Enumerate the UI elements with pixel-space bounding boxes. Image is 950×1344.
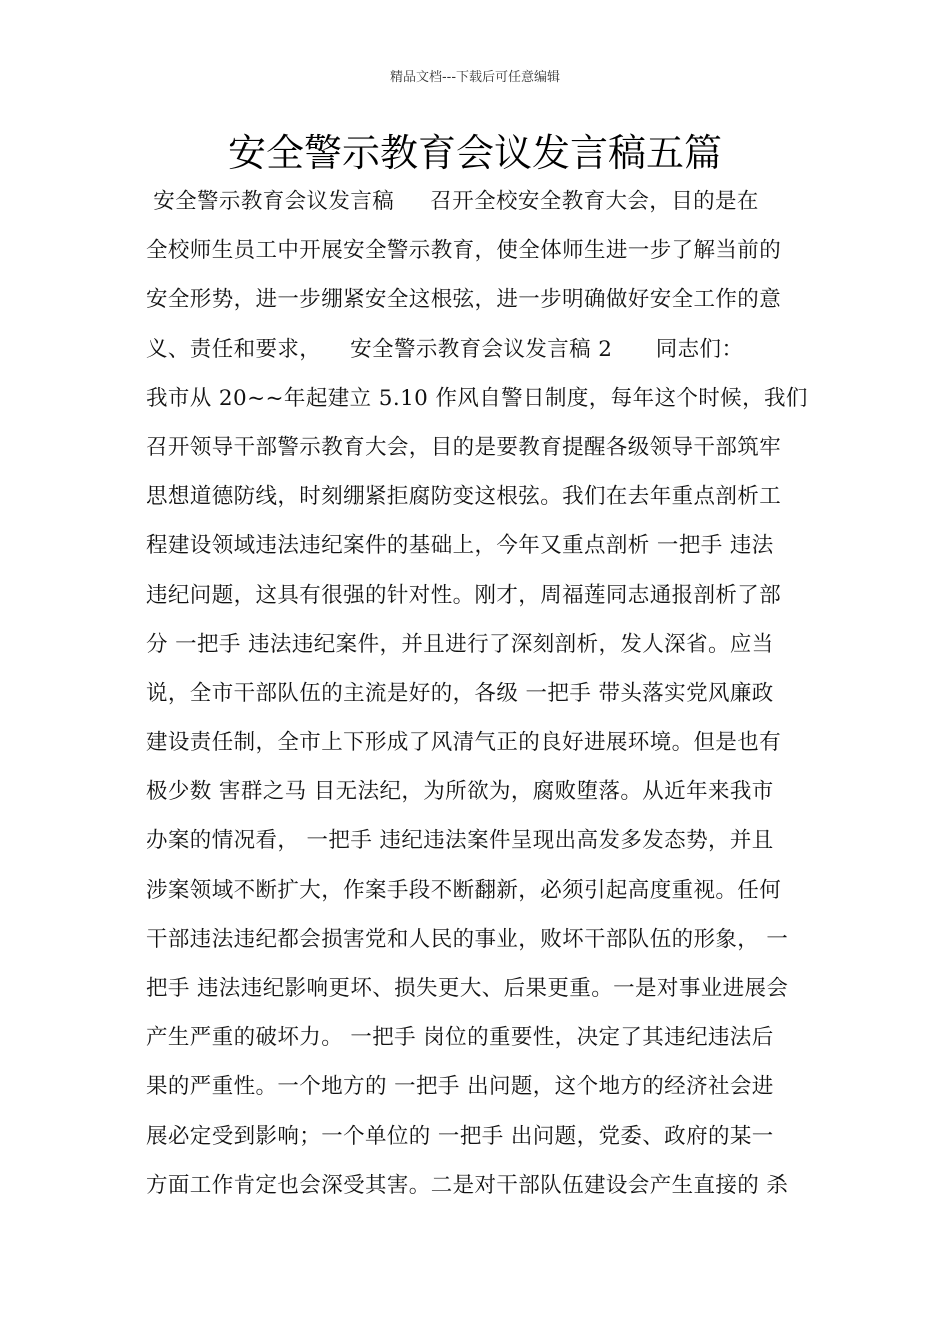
body-line: 安全形势，进一步绷紧安全这根弦，进一步明确做好安全工作的意 [146, 287, 782, 313]
header-note: 精品文档---下载后可任意编辑 [389, 70, 561, 85]
body-line: 办案的情况看， 一把手 违纪违法案件呈现出高发多发态势，并且 [146, 828, 774, 854]
body-line: 义、责任和要求， 安全警示教育会议发言稿 2 同志们： [146, 336, 744, 362]
document-body [146, 177, 808, 1210]
body-line: 极少数 害群之马 目无法纪，为所欲为，腐败堕落。从近年来我市 [146, 779, 774, 805]
body-line: 程建设领域违法违纪案件的基础上，今年又重点剖析 一把手 违法 [146, 533, 774, 559]
document-title: 安全警示教育会议发言稿五篇 [227, 131, 722, 175]
body-line: 分 一把手 违法违纪案件，并且进行了深刻剖析，发人深省。应当 [146, 631, 774, 657]
body-line: 违纪问题，这具有很强的针对性。刚才，周福莲同志通报剖析了部 [146, 582, 782, 608]
body-line: 干部违法违纪都会损害党和人民的事业，败坏干部队伍的形象， 一 [146, 926, 789, 952]
body-line: 果的严重性。一个地方的 一把手 出问题，这个地方的经济社会进 [146, 1074, 774, 1100]
body-line: 方面工作肯定也会深受其害。二是对干部队伍建设会产生直接的 杀 [146, 1172, 789, 1198]
body-line: 建设责任制，全市上下形成了风清气正的良好进展环境。但是也有 [146, 730, 782, 756]
body-line: 我市从 20~~年起建立 5.10 作风自警日制度，每年这个时候，我们 [146, 385, 808, 411]
body-line: 把手 违法违纪影响更坏、损失更大、后果更重。一是对事业进展会 [146, 976, 789, 1001]
body-line: 安全警示教育会议发言稿 召开全校安全教育大会，目的是在 [146, 189, 759, 214]
body-line: 全校师生员工中开展安全警示教育，使全体师生进一步了解当前的 [146, 238, 782, 264]
body-line: 思想道德防线，时刻绷紧拒腐防变这根弦。我们在去年重点剖析工 [146, 484, 782, 510]
body-line: 产生严重的破坏力。 一把手 岗位的重要性，决定了其违纪违法后 [146, 1025, 774, 1051]
body-line: 说，全市干部队伍的主流是好的，各级 一把手 带头落实党风廉政 [146, 680, 774, 706]
body-line: 召开领导干部警示教育大会，目的是要教育提醒各级领导干部筑牢 [146, 434, 782, 460]
body-line: 展必定受到影响；一个单位的 一把手 出问题，党委、政府的某一 [146, 1123, 774, 1149]
body-line: 涉案领域不断扩大，作案手段不断翻新，必须引起高度重视。任何 [146, 877, 782, 903]
